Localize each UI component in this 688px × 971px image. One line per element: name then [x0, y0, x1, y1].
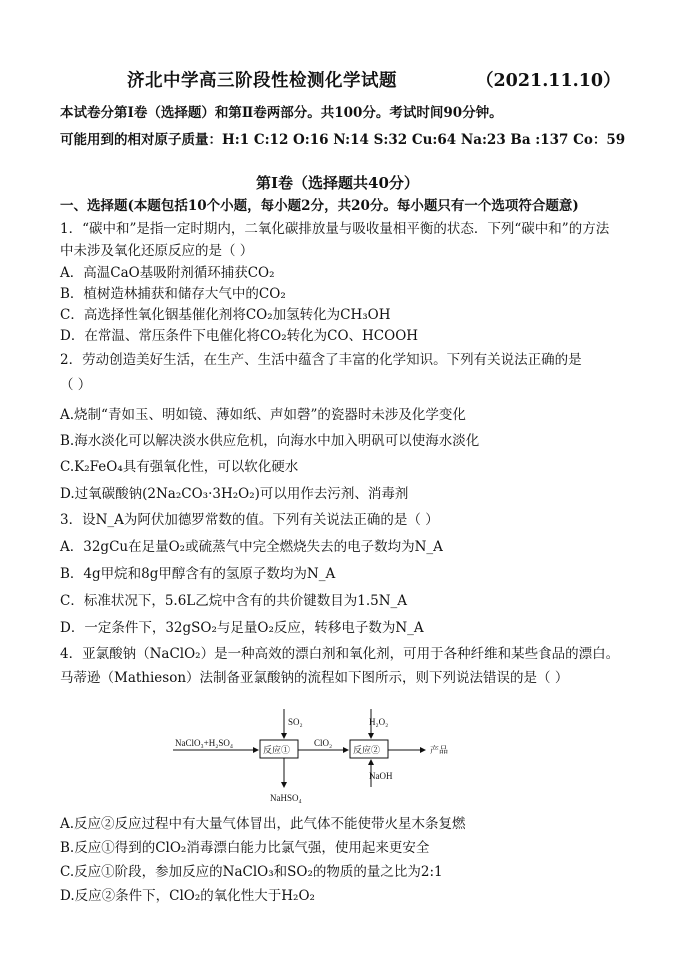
- q2-option-c: C.K₂FeO₄具有强氧化性，可以软化硬水: [60, 459, 299, 475]
- q3-option-c: C．标准状况下，5.6L乙烷中含有的共价键数目为1.5N_A: [60, 593, 408, 609]
- q1-stem-line1: 1．“碳中和”是指一定时期内，二氧化碳排放量与吸收量相平衡的状态．下列“碳中和”的方法: [60, 221, 610, 237]
- q4-stem-line1: 4．亚氯酸钠（NaClO₂）是一种高效的漂白剂和氧化剂，可用于各种纤维和某些食品的漂白。: [60, 646, 620, 662]
- product-label: 产品: [430, 745, 449, 755]
- q2-option-d: D.过氧碳酸钠(2Na₂CO₃·3H₂O₂)可以用作去污剂、消毒剂: [60, 486, 409, 502]
- q4-stem-line2: 马蒂逊（Mathieson）法制备亚氯酸钠的流程如下图所示，则下列说法错误的是（ ）: [60, 670, 569, 686]
- exam-title: 济北中学高三阶段性检测化学试题: [127, 71, 397, 91]
- so2-label: SO₂: [288, 717, 303, 727]
- section-instructions: 一、选择题(本题包括10个小题，每小题2分，共20分。每小题只有一个选项符合题意): [60, 198, 579, 214]
- q1-option-d: D．在常温、常压条件下电催化将CO₂转化为CO、HCOOH: [60, 328, 419, 344]
- reaction-1-label: 反应①: [263, 745, 291, 755]
- q2-option-a: A.烧制“青如玉、明如镜、薄如纸、声如磬”的瓷器时未涉及化学变化: [60, 407, 466, 423]
- input-label: NaClO₃+H₂SO₄: [175, 738, 233, 748]
- process-flow-diagram: [165, 707, 465, 809]
- q4-option-c: C.反应①阶段，参加反应的NaClO₃和SO₂的物质的量之比为2:1: [60, 864, 443, 880]
- q3-option-b: B．4g甲烷和8g甲醇含有的氢原子数均为N_A: [60, 566, 336, 582]
- q4-option-a: A.反应②反应过程中有大量气体冒出，此气体不能使带火星木条复燃: [60, 816, 466, 832]
- h2o2-label: H₂O₂: [369, 717, 389, 727]
- exam-date: （2021.11.10）: [476, 71, 621, 91]
- q4-option-b: B.反应①得到的ClO₂消毒漂白能力比氯气强，使用起来更安全: [60, 840, 430, 856]
- q1-stem-line2: 中未涉及氧化还原反应的是（ ）: [60, 243, 254, 259]
- clo2-label: ClO₂: [314, 738, 333, 748]
- q2-stem-line1: 2．劳动创造美好生活，在生产、生活中蕴含了丰富的化学知识。下列有关说法正确的是: [60, 352, 582, 368]
- q1-option-c: C．高选择性氧化铟基催化剂将CO₂加氢转化为CH₃OH: [60, 307, 391, 323]
- q2-stem-line2: （ ）: [60, 377, 92, 393]
- q3-option-d: D．一定条件下，32gSO₂与足量O₂反应，转移电子数为N_A: [60, 620, 424, 636]
- nahso4-label: NaHSO₄: [270, 793, 302, 803]
- q1-option-a: A．高温CaO基吸附剂循环捕获CO₂: [60, 265, 275, 281]
- q2-option-b: B.海水淡化可以解决淡水供应危机，向海水中加入明矾可以使海水淡化: [60, 433, 480, 449]
- naoh-label: NaOH: [369, 771, 393, 781]
- q3-stem: 3．设N_A为阿伏加德罗常数的值。下列有关说法正确的是（ ）: [60, 512, 439, 528]
- section-title: 第Ⅰ卷（选择题共40分）: [256, 174, 419, 192]
- atomic-masses: 可能用到的相对原子质量：H:1 C:12 O:16 N:14 S:32 Cu:64 Na:23 Ba :137 Co：59: [60, 132, 626, 148]
- q1-option-b: B．植树造林捕获和储存大气中的CO₂: [60, 286, 286, 302]
- q4-option-d: D.反应②条件下，ClO₂的氧化性大于H₂O₂: [60, 888, 315, 904]
- intro-text: 本试卷分第Ⅰ卷（选择题）和第Ⅱ卷两部分。共100分。考试时间90分钟。: [60, 105, 503, 121]
- q3-option-a: A．32gCu在足量O₂或硫蒸气中完全燃烧失去的电子数均为N_A: [60, 539, 443, 555]
- reaction-2-label: 反应②: [353, 745, 381, 755]
